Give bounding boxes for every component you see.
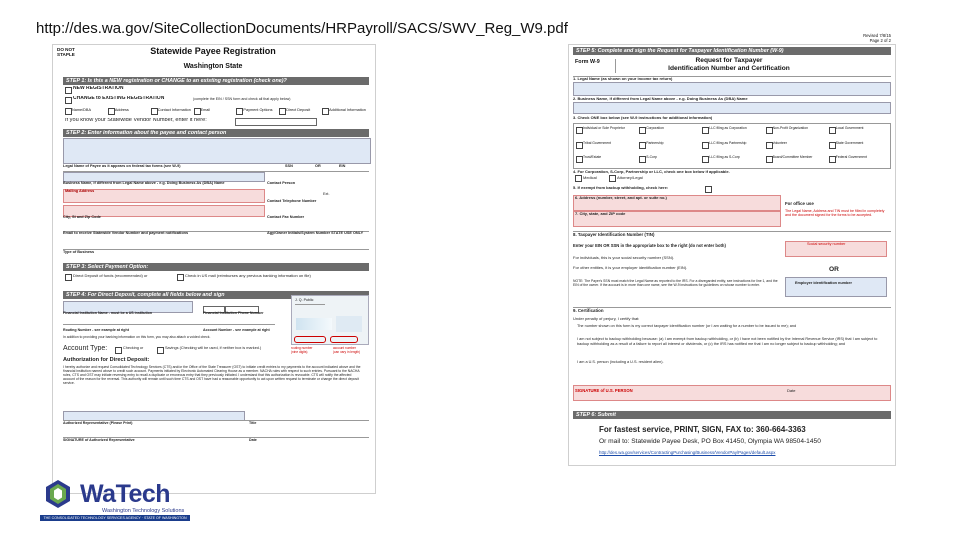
- step6-header: STEP 6: Submit: [573, 411, 891, 419]
- classification-label: Non-Profit Organization: [772, 126, 809, 130]
- auth-signature-label: SIGNATURE of Authorized Representative: [63, 438, 135, 442]
- tin-or: OR: [829, 266, 839, 273]
- financial-institution-label: Financial Institution Name - must be a US institution: [63, 311, 153, 315]
- cert-item-1: The number shown on this form is my correct taxpayer identification number (or I am waiting for a number to be issued to me); and: [577, 324, 797, 328]
- new-registration-checkbox[interactable]: [65, 87, 72, 94]
- checking-checkbox[interactable]: [115, 347, 122, 354]
- watech-subtitle: Washington Technology Solutions: [102, 508, 185, 514]
- change-options: [65, 107, 365, 115]
- line1-label: 1. Legal Name (as shown on your income tax return): [573, 76, 673, 81]
- step5-header: STEP 5: Complete and sign the Request for Taxpayer Identification Number (W-9): [573, 47, 891, 55]
- w9-form-label: Form W-9: [575, 59, 616, 73]
- agency-use-label: Agy/Owner Initials/System Number STATE USE ONLY: [267, 231, 364, 235]
- new-registration-label: NEW REGISTRATION: [73, 86, 124, 91]
- legal-note: The Legal Name, Address and TIN must be filled in completely and the document signed for the forms to be accepted.: [785, 209, 885, 218]
- check-mail-checkbox[interactable]: [177, 274, 184, 281]
- account-type-label: Account Type:: [63, 345, 108, 352]
- classification-checkbox[interactable]: [766, 142, 773, 149]
- change-option-checkbox[interactable]: [151, 108, 158, 115]
- or-label: OR: [315, 164, 321, 168]
- w9-page: [568, 33, 896, 466]
- classification-label: State Government: [835, 140, 864, 145]
- check-payer-name: J. Q. Public: [295, 298, 314, 302]
- email-label: Email to receive Statewide Vendor Number and payment notifications: [63, 231, 189, 235]
- change-option-label: Address: [114, 108, 129, 112]
- change-registration-label: CHANGE to EXISTING REGISTRATION: [73, 96, 165, 101]
- vendor-number-input[interactable]: [235, 118, 317, 126]
- direct-deposit-label: Direct Deposit of funds (recommended) or: [73, 273, 148, 278]
- classification-label: Trust/Estate: [583, 155, 602, 160]
- change-option-checkbox[interactable]: [322, 108, 329, 115]
- classification-label: Partnership: [646, 140, 664, 145]
- step1-header: STEP 1: Is this a NEW registration or CHANGE to an existing registration (check one)?: [63, 77, 369, 85]
- classification-label: LLC filing as S-Corp: [709, 155, 740, 160]
- check-account-caption: account number (can vary in length): [333, 346, 361, 354]
- change-option-label: Email: [200, 108, 211, 112]
- change-option-label: Additional Information: [329, 108, 366, 112]
- des-link[interactable]: http://des.wa.gov/services/ContractingPurchasing/Business/VendorPay/Pages/default.aspx: [599, 450, 776, 455]
- classification-label: LLC filing as Partnership: [709, 140, 747, 145]
- change-option-label: Payment Options: [243, 108, 273, 112]
- step4-header: STEP 4: For Direct Deposit, complete all fields below and sign: [63, 291, 369, 299]
- medical-checkbox[interactable]: [575, 175, 582, 182]
- change-option-checkbox[interactable]: [194, 108, 201, 115]
- auth-text: I hereby authorize and request Consolidated Technology Services (CTS) and/or the Office of the State Treasurer (OST) to initiate credit entries to my payments to the account indicated above and the financial institution named above to credit such account. Payments initiated by Electronic Automated Clearing House as a member. NACHA rules with respect to such entries. Pursuant to the NACHA rules, CTS and OST may initiate reversing entry to recall a duplicate or erroneous entry that they previously initiated. I understand that this authorization is revocable. CTS will notify the affected account of the reason for the reversal. This authority will remain until such time CTS and OST have had a reasonable opportunity to act upon written request to terminate or change the direct deposit service.: [63, 365, 361, 386]
- business-name-label: Business Name, if different from Legal Name above - e.g. Doing Business As (DBA) Name: [63, 181, 225, 185]
- vendor-number-question: If you know your Statewide Vendor Number, enter it here:: [65, 118, 207, 123]
- ein-field[interactable]: [785, 277, 887, 297]
- mailing-address-label: Mailing Address: [65, 189, 95, 193]
- classification-label: Board/Committee Member: [772, 155, 813, 160]
- tin-instructions: Enter your EIN OR SSN in the appropriate box to the right (do not enter both): [573, 243, 726, 248]
- individual-note: For individuals, this is your social security number (SSN).: [573, 255, 675, 260]
- classification-checkbox[interactable]: [576, 156, 583, 163]
- page-url: http://des.wa.gov/SiteCollectionDocuments/HRPayroll/SACS/SWV_Reg_W9.pdf: [36, 20, 568, 37]
- savings-label: Savings (Checking will be used, if neither box is marked.): [165, 346, 262, 350]
- classification-label: Corporation: [646, 126, 664, 130]
- other-entities-note: For other entities, it is your employer identification number (EIN).: [573, 265, 688, 270]
- us-person-date-label: Date: [787, 388, 796, 393]
- legal-name-field[interactable]: [63, 138, 371, 164]
- auth-date-label: Date: [249, 438, 257, 442]
- classification-checkbox[interactable]: [766, 156, 773, 163]
- step2-header: STEP 2: Enter information about the payee and contact person: [63, 129, 369, 137]
- ein-label: Employer identification number: [795, 281, 852, 285]
- attorney-label: Attorney/Legal: [617, 175, 643, 180]
- change-option-checkbox[interactable]: [279, 108, 286, 115]
- classification-checkbox[interactable]: [829, 156, 836, 163]
- classification-checkbox[interactable]: [702, 142, 709, 149]
- line3-label: 3. Check ONE box below (see W-9 instructions for additional information): [573, 115, 713, 120]
- attorney-checkbox[interactable]: [609, 175, 616, 182]
- fax-instructions: For fastest service, PRINT, SIGN, FAX to: 360-664-3363: [599, 425, 806, 434]
- classification-label: LLC filing as Corporation: [709, 126, 747, 130]
- payee-registration-page: [52, 44, 376, 494]
- change-option-label: Name/DBA: [72, 108, 91, 112]
- classification-label: Individual or Sole Proprietor: [583, 126, 625, 130]
- exempt-checkbox[interactable]: [705, 186, 712, 193]
- step3-header: STEP 3: Select Payment Option:: [63, 263, 369, 271]
- change-note: (complete the EIN / SSN form and check all that apply below): [193, 97, 291, 101]
- watech-logo: [40, 478, 200, 524]
- line4-label: 4. For Corporation, S-Corp, Partnership or LLC, check one box below if applicable.: [573, 169, 730, 174]
- w9-title: Request for Taxpayer Identification Number and Certification: [668, 57, 790, 72]
- line2-label: 2. Business Name, if different from Legal Name above - e.g. Doing Business As (DBA) Name: [573, 96, 748, 101]
- classification-checkbox[interactable]: [829, 127, 836, 134]
- classification-label: Volunteer: [772, 140, 787, 145]
- checking-label: Checking or: [123, 346, 144, 350]
- ssn-label: SSN: [285, 164, 293, 168]
- classification-checkbox[interactable]: [576, 127, 583, 134]
- line8-label: 8. Taxpayer Identification Number (TIN): [573, 232, 655, 237]
- direct-note: In addition to providing your banking information on this form, you may also attach a voided check.: [63, 335, 211, 339]
- line1-field[interactable]: [573, 82, 891, 96]
- line9-label: 9. Certification: [573, 308, 604, 313]
- contact-person-label: Contact Person: [267, 181, 296, 185]
- ein-label: EIN: [339, 164, 346, 168]
- classification-checkbox[interactable]: [702, 127, 709, 134]
- line6-label: 6. Address (number, street, and apt. or suite no.): [575, 195, 667, 200]
- title-label: Title: [249, 421, 257, 425]
- change-option-label: Direct Deposit: [286, 108, 311, 112]
- classification-checkbox[interactable]: [829, 142, 836, 149]
- cert-item-3: I am a U.S. person (including a U.S. resident alien).: [577, 360, 664, 364]
- auth-rep-label: Authorized Representative (Please Print): [63, 421, 133, 425]
- line7-label: 7. City, state, and ZIP code: [575, 211, 626, 216]
- classification-label: Federal Government: [835, 155, 867, 160]
- tin-note: NOTE: The Payer's SSN must match the Legal Name as reported to the IRS. For a disregarded entity, see instructions for line 1, and the EIN of the owner. If the account is in more than one name, see the W-9 instructions for guidelines on whose number to enter.: [573, 279, 778, 288]
- account-number-label: Account Number - see example at right: [203, 328, 270, 332]
- classification-checkbox[interactable]: [639, 142, 646, 149]
- do-not-staple: DO NOT STAPLE: [57, 47, 75, 57]
- check-routing-caption: routing number (nine digits): [291, 346, 313, 354]
- watech-tagline: THE CONSOLIDATED TECHNOLOGY SERVICES AGENCY · STATE OF WASHINGTON: [40, 515, 190, 521]
- line2-field[interactable]: [573, 102, 891, 114]
- change-option-checkbox[interactable]: [65, 108, 72, 115]
- classification-grid: [573, 123, 891, 169]
- medical-label: Medical: [583, 175, 597, 180]
- contact-fax-label: Contact Fax Number: [267, 215, 305, 219]
- contact-phone-label: Contact Telephone Number: [267, 199, 317, 203]
- classification-checkbox[interactable]: [639, 127, 646, 134]
- change-option-checkbox[interactable]: [236, 108, 243, 115]
- fin-phone-label: Financial Institution Phone Number: [203, 311, 264, 315]
- watech-emblem-icon: [40, 478, 76, 512]
- classification-checkbox[interactable]: [702, 156, 709, 163]
- auth-title: Authorization for Direct Deposit:: [63, 357, 150, 363]
- change-option-checkbox[interactable]: [108, 108, 115, 115]
- ssn-label: Social security number: [807, 242, 846, 246]
- routing-label: Routing Number - see example at right: [63, 328, 129, 332]
- sample-check-image: [291, 295, 369, 345]
- classification-checkbox[interactable]: [639, 156, 646, 163]
- form-state: Washington State: [183, 63, 243, 70]
- direct-deposit-checkbox[interactable]: [65, 274, 72, 281]
- classification-label: Local Government: [835, 126, 864, 130]
- type-of-business-label: Type of Business: [63, 250, 95, 254]
- office-use-label: For office use: [785, 201, 814, 206]
- change-registration-checkbox[interactable]: [65, 97, 72, 104]
- check-mail-label: Check in US mail (reimburses any previous banking information on file): [185, 273, 311, 278]
- classification-label: S-Corp: [646, 155, 657, 160]
- watech-wordmark: WaTech: [80, 480, 171, 508]
- perjury-text: Under penalty of perjury, I certify that:: [573, 316, 640, 321]
- savings-checkbox[interactable]: [157, 347, 164, 354]
- change-option-label: Contact Information: [157, 108, 191, 112]
- mail-instructions: Or mail to: Statewide Payee Desk, PO Box 41450, Olympia WA 98504-1450: [599, 438, 821, 445]
- legal-name-label: Legal Name of Payee as it appears on federal tax forms (see W-9): [63, 164, 181, 168]
- classification-checkbox[interactable]: [766, 127, 773, 134]
- form-title: Statewide Payee Registration: [150, 46, 276, 56]
- ext-label: Ext.: [323, 192, 330, 196]
- line5-label: 5. If exempt from backup withholding, check here:: [573, 185, 669, 190]
- revised-label: Revised 7/8/15 Page 2 of 2: [863, 33, 891, 43]
- classification-label: Tribal Government: [583, 140, 611, 145]
- cert-item-2: I am not subject to backup withholding because: (a) I am exempt from backup withholding, or (b) I have not been notified by the Internal Revenue Service (IRS) that I am subject to backup withholding as a result of a failure to report all interest or dividends, or (c) the IRS has notified me that I am no longer subject to backup withholding; and: [577, 337, 878, 346]
- us-person-signature-label: SIGNATURE of U.S. PERSON: [575, 388, 633, 393]
- city-label: City, St and Zip Code: [63, 215, 101, 219]
- classification-checkbox[interactable]: [576, 142, 583, 149]
